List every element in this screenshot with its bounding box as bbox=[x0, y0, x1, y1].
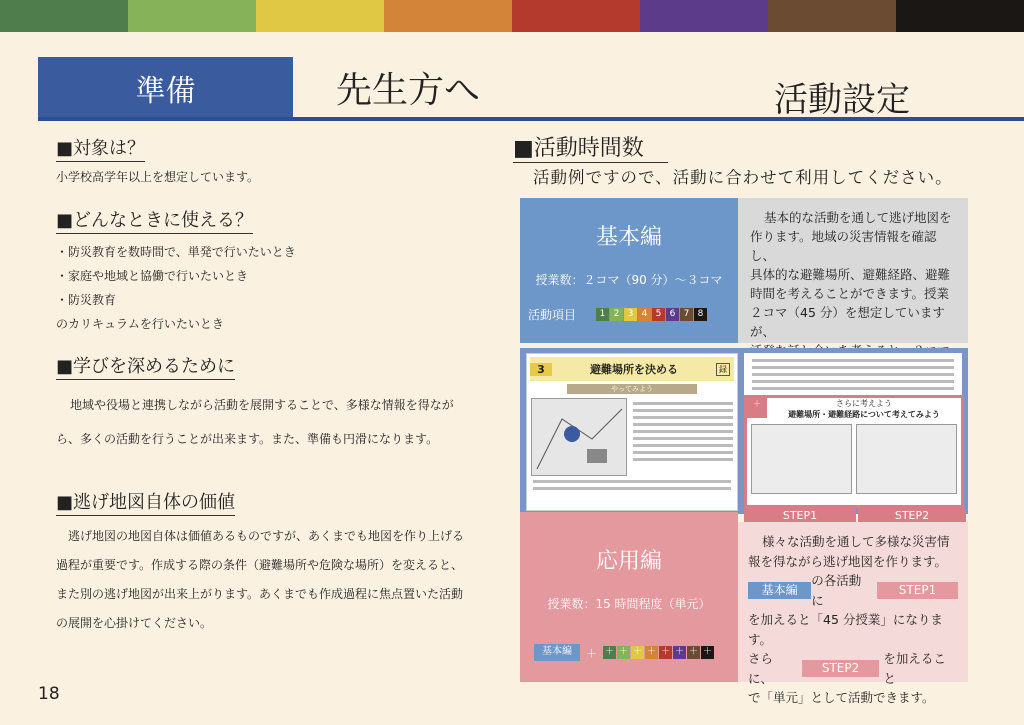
page-number: 18 bbox=[38, 684, 60, 704]
plus-chip: ＋ bbox=[618, 647, 628, 657]
value-section bbox=[56, 488, 486, 638]
color-stripe bbox=[896, 0, 1024, 32]
applied-title: 応用編 bbox=[595, 549, 662, 574]
when-title: ■どんなときに使える？ bbox=[56, 206, 253, 234]
worksheet-badge: 録 bbox=[716, 363, 730, 376]
worksheet-title: 避難場所を決める bbox=[590, 363, 678, 376]
desc-text: を加えること bbox=[883, 651, 946, 686]
color-stripe bbox=[384, 0, 512, 32]
basic-description bbox=[738, 198, 968, 343]
paragraph-line: ら、多くの活動を行うことが出来ます。また、準備も円滑になります。 bbox=[56, 432, 439, 446]
desc-line: 具体的な避難場所、避難経路、避難 bbox=[750, 267, 951, 282]
step2-chip: STEP2 bbox=[802, 660, 880, 677]
applied-chip-row bbox=[520, 644, 738, 661]
when-section bbox=[56, 206, 296, 336]
paragraph-line: の展開を心掛けてください。 bbox=[56, 616, 213, 630]
item-chip: 5 bbox=[652, 308, 665, 321]
basic-lessons: 授業数：２コマ（90 分）～３コマ bbox=[535, 273, 723, 287]
desc-text: さらに、 bbox=[748, 651, 774, 686]
desc-line: 様々な活動を通して多様な災害情 bbox=[762, 534, 950, 549]
applied-lessons: 授業数：15 時間程度（単元） bbox=[547, 597, 711, 611]
desc-line: 時間を考えることができます。授業 bbox=[750, 286, 950, 301]
item-chip: 6 bbox=[666, 308, 679, 321]
step1-label: STEP1 bbox=[744, 508, 856, 524]
applied-box bbox=[520, 512, 738, 682]
target-title: ■対象は？ bbox=[56, 134, 145, 162]
item-chip: 2 bbox=[610, 308, 623, 321]
basic-box bbox=[520, 198, 738, 343]
color-stripe bbox=[512, 0, 640, 32]
step-illustration bbox=[751, 424, 852, 494]
when-list bbox=[56, 240, 296, 336]
desc-line: を加えると「45 分授業」になります。 bbox=[748, 612, 943, 647]
step-illustration bbox=[856, 424, 957, 494]
color-stripe bbox=[640, 0, 768, 32]
item-chip: 7 bbox=[680, 308, 693, 321]
plus-chip: ＋ bbox=[632, 647, 642, 657]
target-section bbox=[56, 134, 259, 186]
plus-chip: ＋ bbox=[688, 647, 698, 657]
basic-chip: 基本編 bbox=[748, 582, 811, 599]
plus-chip: ＋ bbox=[646, 647, 656, 657]
time-title: ■活動時間数 bbox=[513, 131, 668, 163]
time-subtitle: 活動例ですので、活動に合わせて利用してください。 bbox=[533, 168, 953, 187]
color-stripe bbox=[128, 0, 256, 32]
paragraph-line: 過程が重要です。作成する際の条件（避難場所や危険な場所）を変えると、 bbox=[56, 558, 464, 572]
map-illustration bbox=[531, 398, 627, 476]
step-title: 避難場所・避難経路について考えてみよう bbox=[788, 410, 940, 419]
basic-chip: 基本編 bbox=[534, 644, 580, 661]
plus-chip: ＋ bbox=[660, 647, 670, 657]
list-item: ・防災教育 bbox=[56, 293, 117, 307]
list-item: ・防災教育を数時間で、単発で行いたいとき bbox=[56, 245, 296, 259]
color-stripe bbox=[0, 0, 128, 32]
item-chip: 3 bbox=[624, 308, 637, 321]
top-color-bar bbox=[0, 0, 1024, 32]
target-text: 小学校高学年以上を想定しています。 bbox=[56, 170, 260, 184]
teacher-heading: 先生方へ bbox=[336, 70, 481, 111]
desc-line: 作ります。地域の災害情報を確認し、 bbox=[750, 229, 937, 263]
basic-title: 基本編 bbox=[595, 225, 662, 250]
step-tag: さらに考えよう bbox=[836, 399, 892, 408]
items-label: 活動項目 bbox=[528, 308, 577, 322]
page-title: 活動設定 bbox=[774, 80, 910, 120]
item-chip: 4 bbox=[638, 308, 651, 321]
desc-line: 報を得ながら逃げ地図を作ります。 bbox=[748, 553, 948, 569]
paragraph-line: また別の逃げ地図が出来上がります。あくまでも作成過程に焦点置いた活動 bbox=[56, 587, 464, 601]
worksheet-step-thumbnail: ＋ さらに考えよう 避難場所・避難経路について考えてみよう bbox=[744, 395, 964, 508]
basic-items-row bbox=[520, 306, 738, 323]
step1-chip: STEP1 bbox=[877, 582, 958, 599]
color-stripe bbox=[256, 0, 384, 32]
worksheet-subheading: やってみよう bbox=[567, 384, 697, 394]
paragraph-line: 逃げ地図の地図自体は価値あるものですが、あくまでも地図を作り上げる bbox=[68, 529, 465, 543]
list-item: のカリキュラムを行いたいとき bbox=[56, 317, 224, 331]
value-title: ■逃げ地図自体の価値 bbox=[56, 488, 235, 516]
desc-line bbox=[748, 571, 958, 610]
plus-chip: ＋ bbox=[674, 647, 684, 657]
list-item: ・家庭や地域と協働で行いたいとき bbox=[56, 269, 249, 283]
deepen-text bbox=[56, 388, 486, 456]
desc-line: 基本的な活動を通して逃げ地図を bbox=[764, 210, 952, 225]
worksheet-number: 3 bbox=[530, 363, 552, 376]
paragraph-line: 地域や役場と連携しながら活動を展開することで、多様な情報を得なが bbox=[70, 398, 454, 412]
plus-sign: ＋ bbox=[586, 646, 597, 660]
plus-chip: ＋ bbox=[604, 647, 614, 657]
desc-line bbox=[748, 649, 958, 688]
desc-line: ２コマ（45 分）を想定していますが、 bbox=[750, 305, 945, 339]
plus-chips bbox=[603, 646, 714, 659]
deepen-title: ■学びを深めるために bbox=[56, 352, 235, 380]
color-stripe bbox=[768, 0, 896, 32]
plus-chip: ＋ bbox=[702, 647, 712, 657]
applied-description bbox=[738, 522, 968, 705]
desc-line: で「単元」として活動できます。 bbox=[748, 690, 935, 705]
worksheet-basic-thumbnail bbox=[526, 353, 738, 511]
worksheet-point-thumbnail bbox=[744, 353, 962, 395]
item-chip: 8 bbox=[694, 308, 707, 321]
item-chips bbox=[596, 308, 707, 321]
prep-tab: 準備 bbox=[38, 57, 293, 118]
step2-label: STEP2 bbox=[858, 508, 966, 524]
desc-text: の各活動に bbox=[811, 573, 862, 608]
value-text bbox=[56, 522, 486, 638]
deepen-section bbox=[56, 352, 486, 456]
item-chip: 1 bbox=[596, 308, 609, 321]
